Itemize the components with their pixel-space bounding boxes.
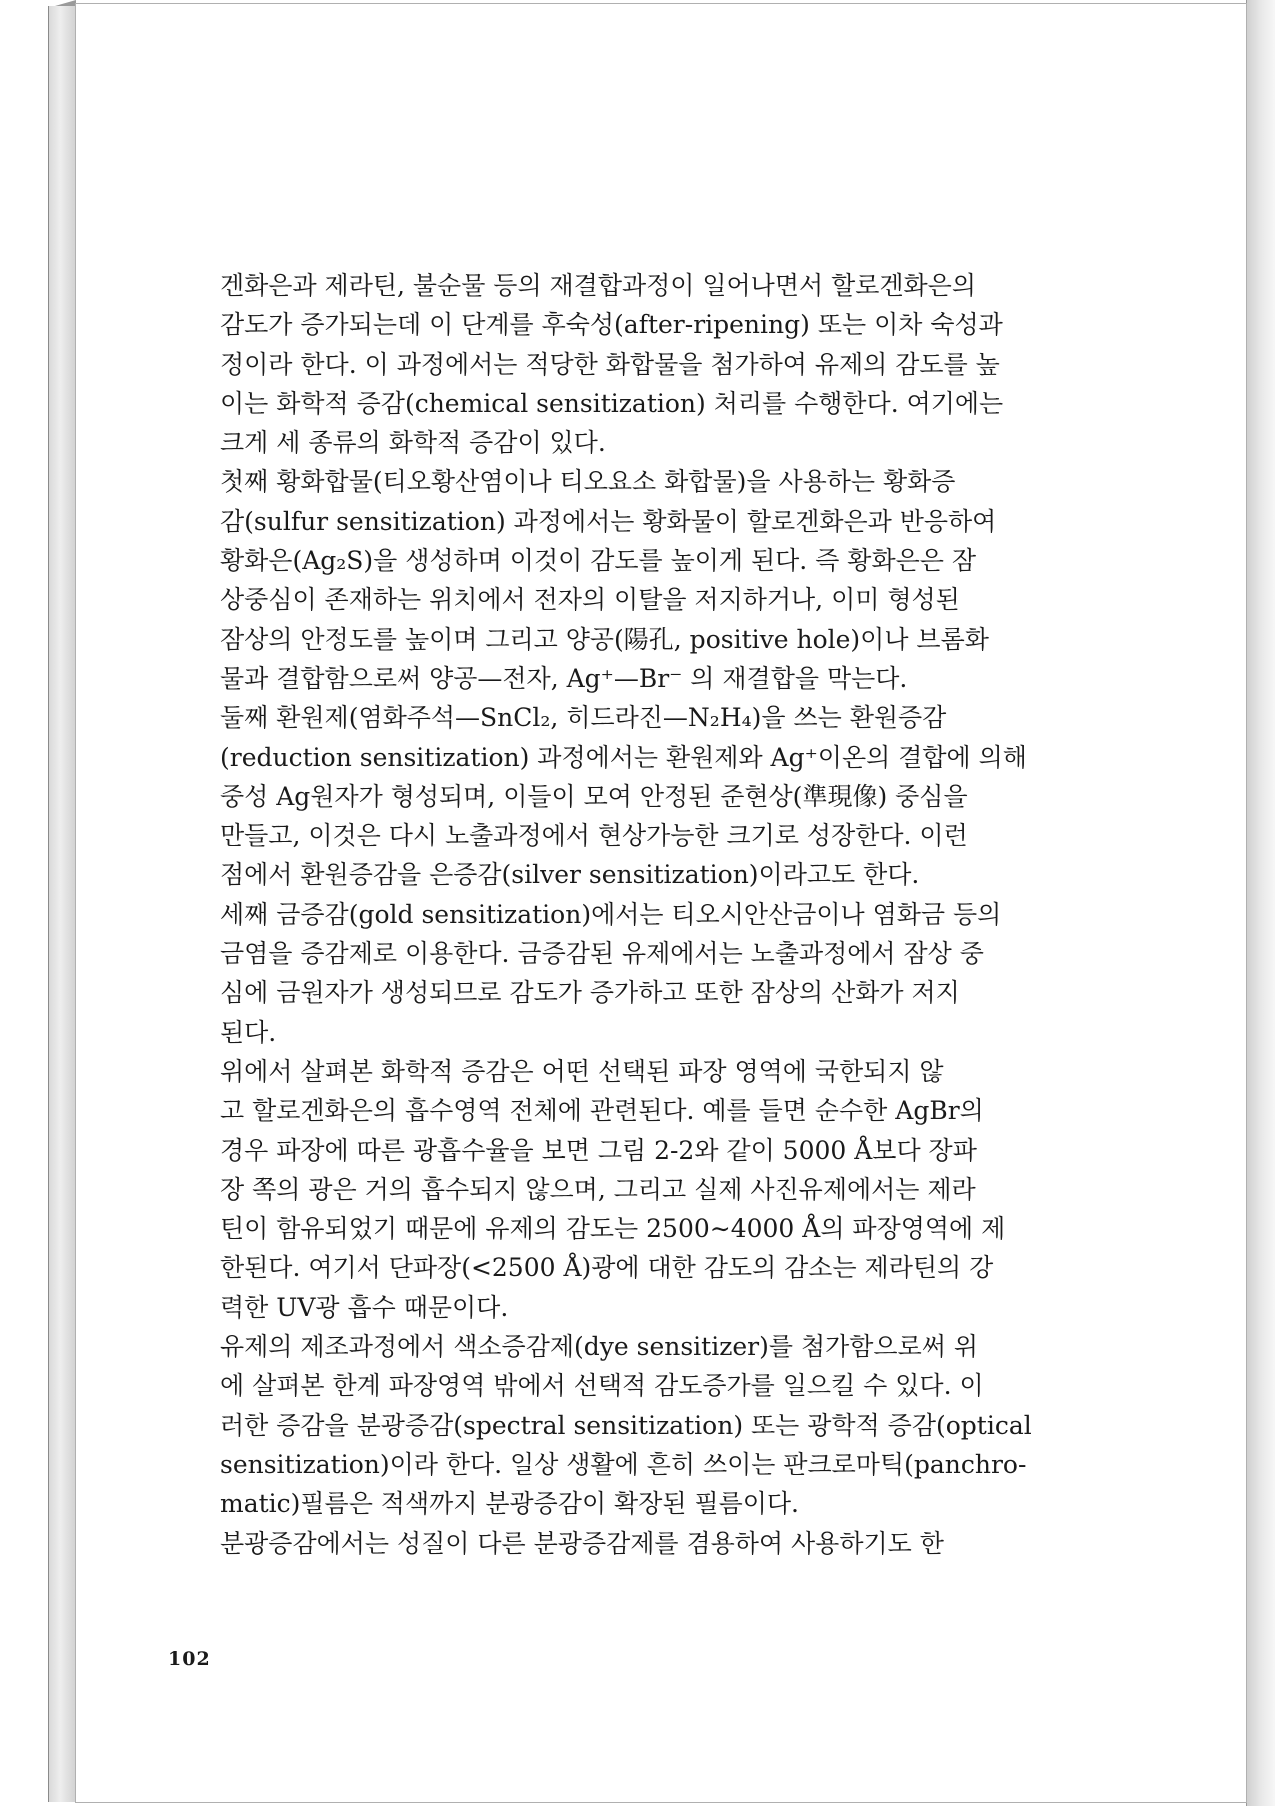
paragraph-4: 세째 금증감(gold sensitization)에서는 티오시안산금이나 염화금 등의 금염을 증감제로 이용한다. 금증감된 유제에서는 노출과정에서 잠상 중 심에 금원자가 생성되므로 감도가 증가하고 또한 잠상의 산화가 저지 된다. [220,899,1002,1047]
paragraph-1: 겐화은과 제라틴, 불순물 등의 재결합과정이 일어나면서 할로겐화은의 감도가 증가되는데 이 단계를 후숙성(after-ripening) 또는 이차 숙성과 정이라 한다. 이 과정에서는 적당한 화합물을 첨가하여 유제의 감도를 높 이는 화학적 증감(chemical sensitization) 처리를 수행한다. 여기에는 크게 세 종류의 화학적 증감이 있다. [220,271,1004,458]
paragraph-5: 위에서 살펴본 화학적 증감은 어떤 선택된 파장 영역에 국한되지 않 고 할로겐화은의 흡수영역 전체에 관련된다. 예를 들면 순수한 AgBr의 경우 파장에 따른 광흡수율을 보면 그림 2-2와 같이 5000 Å보다 장파 장 쪽의 광은 거의 흡수되지 않으며, 그리고 실제 사진유제에서는 제라 틴이 함유되었기 때문에 유제의 감도는 2500∼4000 Å의 파장영역에 제 한된다. 여기서 단파장(<2500 Å)광에 대한 감도의 감소는 제라틴의 강 력한 UV광 흡수 때문이다. [220,1056,1006,1322]
page-stack-right-edge [1246,0,1275,1806]
paragraph-2: 첫째 황화합물(티오황산염이나 티오요소 화합물)을 사용하는 황화증 감(sulfur sensitization) 과정에서는 황화물이 할로겐화은과 반응하여 황화은(Ag₂S)을 생성하며 이것이 감도를 높이게 된다. 즉 황화은은 잠 상중심이 존재하는 위치에서 전자의 이탈을 저지하거나, 이미 형성된 잠상의 안정도를 높이며 그리고 양공(陽孔, positive hole)이나 브롬화 물과 결합함으로써 양공—전자, Ag⁺—Br⁻ 의 재결합을 막는다. [220,467,997,693]
paragraph-7: 분광증감에서는 성질이 다른 분광증감제를 겸용하여 사용하기도 한 [220,1528,944,1558]
paragraph-6: 유제의 제조과정에서 색소증감제(dye sensitizer)를 첨가함으로써 위 에 살펴본 한계 파장영역 밖에서 선택적 감도증가를 일으킬 수 있다. 이 러한 증감을 분광증감(spectral sensitization) 또는 광학적 증감(optical sensitization)이라 한다. 일상 생활에 흔히 쓰이는 판크로마틱(panchro- matic)필름은 적색까지 분광증감이 확장된 필름이다. [220,1332,1032,1519]
page-body-text [220,266,1210,1563]
page-number: 102 [168,1648,211,1670]
paragraph-3: 둘째 환원제(염화주석—SnCl₂, 히드라진—N₂H₄)을 쓰는 환원증감 (reduction sensitization) 과정에서는 환원제와 Ag⁺이온의 결합에 의해 중성 Ag원자가 형성되며, 이들이 모여 안정된 준현상(準現像) 중심을 만들고, 이것은 다시 노출과정에서 현상가능한 크기로 성장한다. 이런 점에서 환원증감을 은증감(silver sensitization)이라고도 한다. [220,703,1027,890]
page-stack-left-edge [48,6,77,1802]
book-page [76,4,1246,1802]
